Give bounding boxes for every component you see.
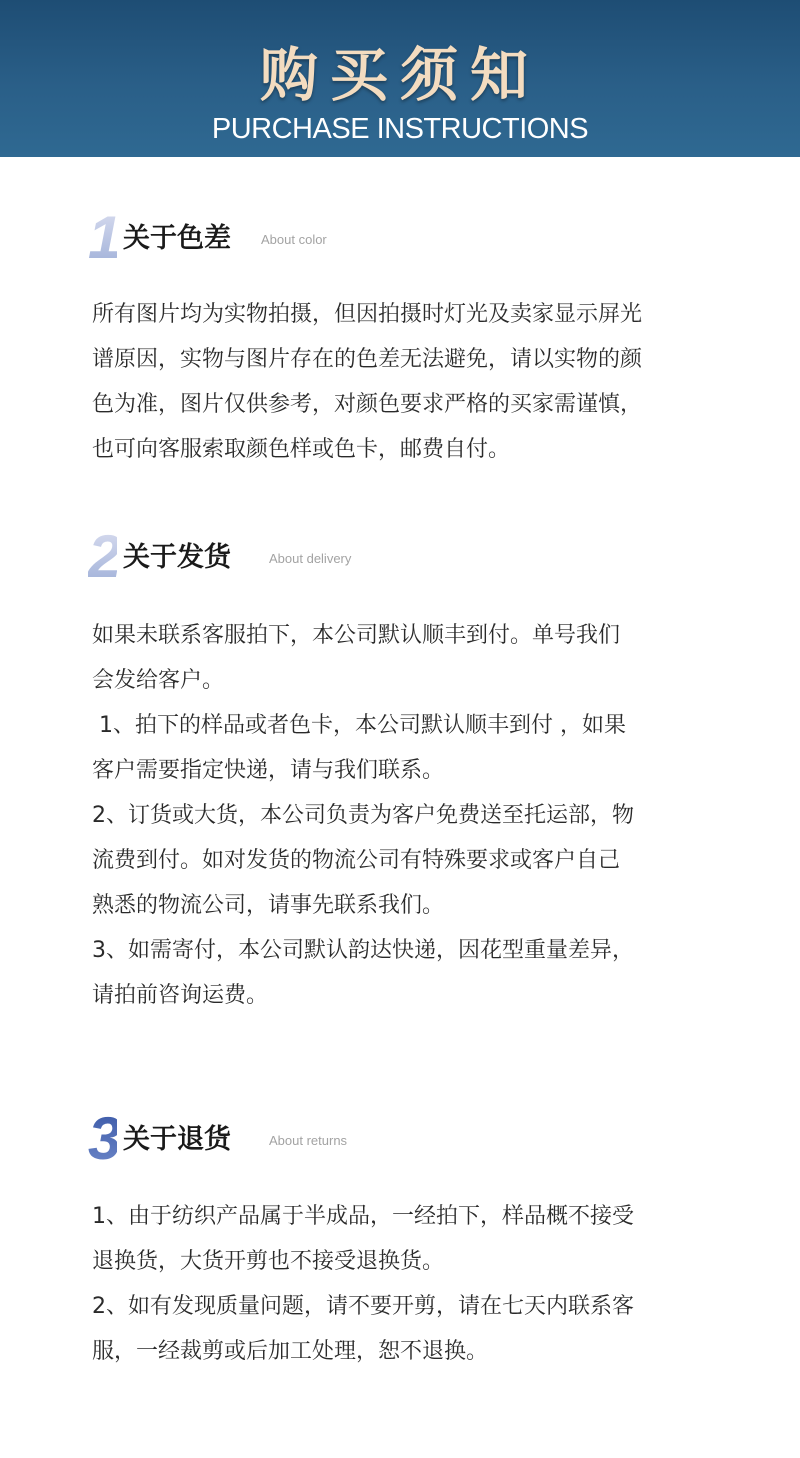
- section-subtitle: About color: [261, 232, 327, 247]
- page-subtitle: PURCHASE INSTRUCTIONS: [211, 113, 589, 145]
- header-banner: [0, 0, 800, 157]
- section-number: 1: [88, 204, 118, 271]
- section-number: 3: [88, 1105, 118, 1172]
- text-line: 会发给客户。: [92, 668, 225, 693]
- section-subtitle: About returns: [269, 1133, 348, 1148]
- text-line: 客户需要指定快递，请与我们联系。: [92, 758, 445, 783]
- section-number: 2: [88, 523, 118, 590]
- text-line: 服，一经裁剪或后加工处理，恕不退换。: [92, 1339, 489, 1364]
- section-body-delivery: [92, 613, 732, 1018]
- text-line: 2、订货或大货，本公司负责为客户免费送至托运部，物: [92, 803, 634, 828]
- text-line: 1、由于纺织产品属于半成品，一经拍下，样品概不接受: [92, 1204, 634, 1229]
- text-line: 流费到付。如对发货的物流公司有特殊要求或客户自己: [92, 848, 621, 873]
- text-line: 色为准，图片仅供参考，对颜色要求严格的买家需谨慎，: [92, 392, 643, 417]
- text-line: 3、如需寄付，本公司默认韵达快递，因花型重量差异，: [92, 938, 634, 963]
- section-body-color: [92, 292, 732, 472]
- section-body-returns: [92, 1194, 732, 1374]
- section-title: 关于色差: [123, 223, 231, 254]
- text-line: 1、拍下的样品或者色卡，本公司默认顺丰到付 ，如果: [92, 713, 626, 738]
- section-title: 关于退货: [123, 1124, 231, 1155]
- text-line: 请拍前咨询运费。: [92, 983, 269, 1008]
- text-line: 所有图片均为实物拍摄，但因拍摄时灯光及卖家显示屏光: [92, 302, 643, 327]
- text-line: 熟悉的物流公司，请事先联系我们。: [92, 893, 445, 918]
- text-line: 2、如有发现质量问题，请不要开剪，请在七天内联系客: [92, 1294, 634, 1319]
- section-subtitle: About delivery: [269, 551, 352, 566]
- text-line: 退换货，大货开剪也不接受退换货。: [92, 1249, 445, 1274]
- text-line: 谱原因，实物与图片存在的色差无法避免，请以实物的颜: [92, 347, 643, 372]
- page-title: 购买须知: [259, 41, 540, 109]
- text-line: 如果未联系客服拍下，本公司默认顺丰到付。单号我们: [92, 623, 621, 648]
- text-line: 也可向客服索取颜色样或色卡，邮费自付。: [92, 437, 511, 462]
- section-title: 关于发货: [123, 542, 231, 573]
